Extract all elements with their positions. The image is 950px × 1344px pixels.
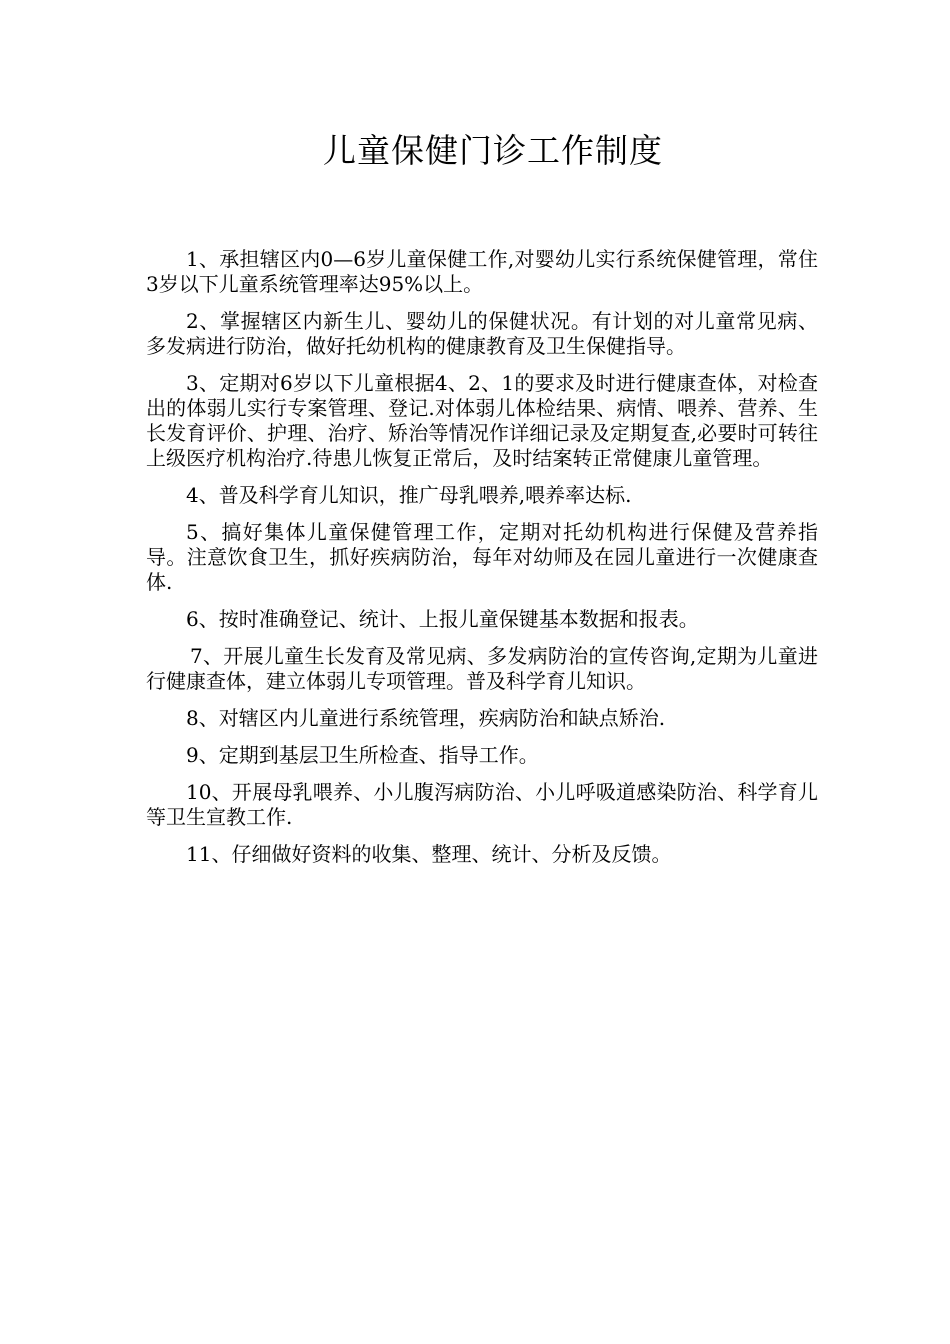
paragraph-4: 4、普及科学育儿知识，推广母乳喂养,喂养率达标. (186, 483, 632, 507)
paragraph-9: 9、定期到基层卫生所检查、指导工作。 (186, 743, 539, 767)
paragraph-10: 10、开展母乳喂养、小儿腹泻病防治、小儿呼吸道感染防治、科学育儿等卫生宣教工作. (146, 780, 818, 829)
paragraph-11: 11、仔细做好资料的收集、整理、统计、分析及反馈。 (186, 842, 672, 866)
paragraph-5: 5、搞好集体儿童保健管理工作，定期对托幼机构进行保健及营养指导。注意饮食卫生，抓好疾病防治，每年对幼师及在园儿童进行一次健康查体. (146, 520, 818, 594)
paragraph-8: 8、对辖区内儿童进行系统管理，疾病防治和缺点矫治. (186, 706, 666, 730)
paragraph-3: 3、定期对6岁以下儿童根据4、2、1的要求及时进行健康查体，对检查出的体弱儿实行专案管理、登记.对体弱儿体检结果、病情、喂养、营养、生长发育评价、护理、治疗、矫治等情况作详细记录及定期复查,必要时可转往上级医疗机构治疗.待患儿恢复正常后，及时结案转正常健康儿童管理。 (146, 371, 818, 470)
paragraph-1: 1、承担辖区内0—6岁儿童保健工作,对婴幼儿实行系统保健管理，常住3岁以下儿童系统管理率达95%以上。 (146, 247, 818, 296)
page-title: 儿童保健门诊工作制度 (323, 131, 663, 170)
paragraph-6: 6、按时准确登记、统计、上报儿童保键基本数据和报表。 (186, 607, 699, 631)
document-body (146, 247, 818, 879)
paragraph-7: 7、开展儿童生长发育及常见病、多发病防治的宣传咨询,定期为儿童进行健康查体，建立体弱儿专项管理。普及科学育儿知识。 (146, 644, 818, 693)
paragraph-2: 2、掌握辖区内新生儿、婴幼儿的保健状况。有计划的对儿童常见病、多发病进行防治，做好托幼机构的健康教育及卫生保健指导。 (146, 309, 818, 358)
